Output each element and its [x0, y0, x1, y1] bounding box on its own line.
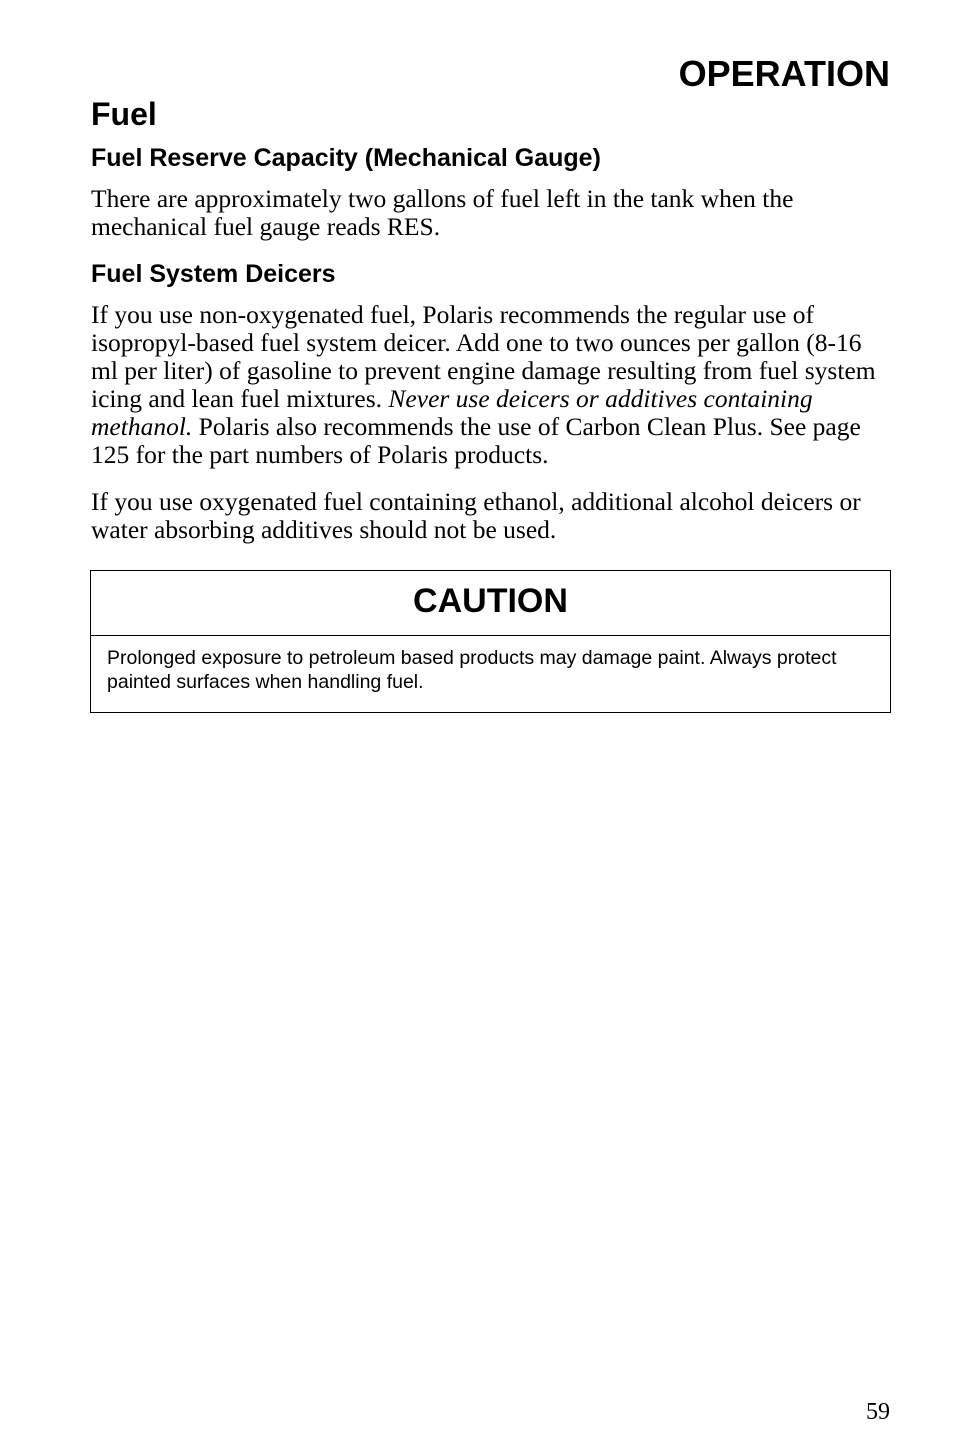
ethanol-fuel-paragraph: If you use oxygenated fuel containing ethanol, additional alcohol deicers or water absorbing additives should not be used. — [91, 487, 861, 544]
fuel-deicers-paragraph — [91, 301, 891, 469]
page-title: Fuel — [91, 96, 157, 132]
fuel-reserve-paragraph: There are approximately two gallons of fuel left in the tank when the mechanical fuel gauge reads RES. — [91, 184, 794, 241]
fuel-deicers-heading: Fuel System Deicers — [91, 260, 336, 288]
caution-text: Prolonged exposure to petroleum based products may damage paint. Always protect painted surfaces when handling fuel. — [107, 647, 837, 693]
deicers-text-part-1: If you use non-oxygenated fuel, Polaris recommends the regular use of isopropyl-based fuel system deicer. Add one to two ounces per gallon (8-16 ml per liter) of gasoline to prevent engine damage resulting from fuel system icing and lean fuel mixtures. — [91, 300, 876, 413]
deicers-text-part-2: Polaris also recommends the use of Carbon Clean Plus. See page 125 for the part numbers of Polaris products. — [91, 412, 861, 469]
caution-box — [90, 570, 891, 713]
deicers-warning-italic: Never use deicers or additives containing methanol. — [91, 384, 813, 441]
fuel-reserve-heading: Fuel Reserve Capacity (Mechanical Gauge) — [91, 144, 601, 172]
page-number: 59 — [866, 1399, 890, 1425]
section-header: OPERATION — [678, 53, 890, 94]
caution-title: CAUTION — [91, 571, 890, 636]
